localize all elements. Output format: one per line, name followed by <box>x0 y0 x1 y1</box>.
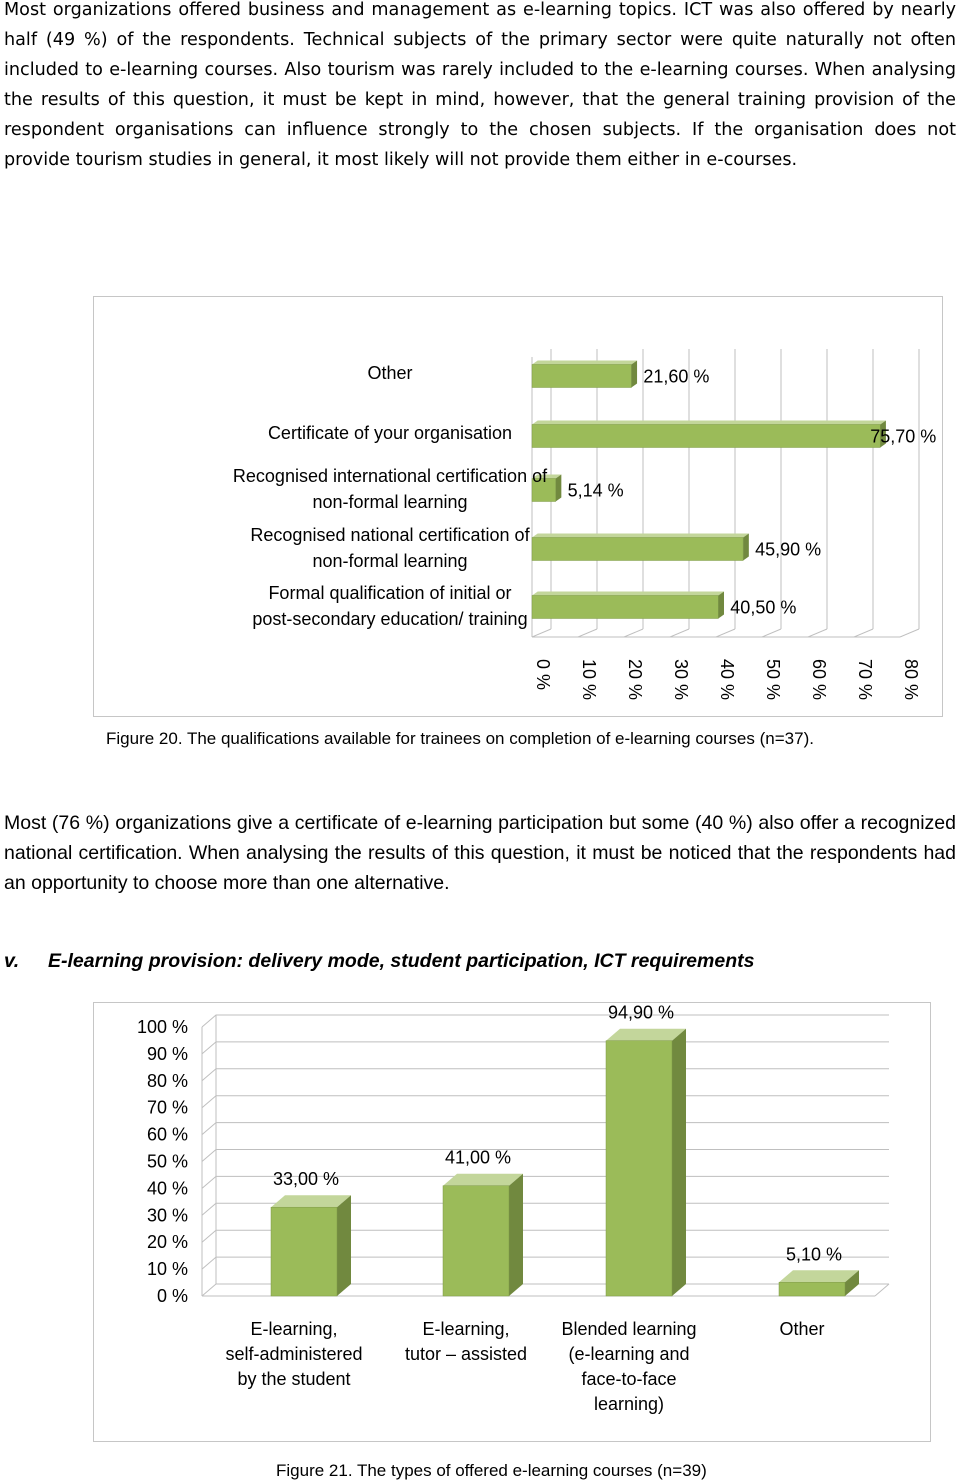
y-tick-label: 40 % <box>146 1178 188 1199</box>
bar-top <box>532 361 637 365</box>
data-label: 75,70 % <box>870 426 937 447</box>
category-label: E-learning, self-administered by the student <box>225 1319 363 1389</box>
floor-line <box>900 629 919 637</box>
floor-line <box>716 629 735 637</box>
bar <box>779 1282 845 1296</box>
grid-line <box>202 1123 889 1135</box>
category-label: Certificate of your organisation <box>267 423 513 443</box>
y-tick-label: 10 % <box>146 1259 188 1280</box>
x-tick-label: 60 % <box>809 659 829 701</box>
floor-line <box>532 629 551 637</box>
figure-20-caption: Figure 20. The qualifications available for trainees on completion of e-learning courses (n=37). <box>106 729 814 748</box>
figure-20-chart <box>93 296 943 717</box>
x-tick-label: 70 % <box>855 659 875 701</box>
figure-21-svg <box>94 1003 932 1443</box>
category-label: Recognised international certification of non-formal learning <box>232 466 548 512</box>
grid-line <box>202 1150 889 1162</box>
bar-side <box>337 1195 351 1296</box>
section-heading <box>4 950 754 973</box>
y-tick-label: 100 % <box>136 1017 188 1037</box>
category-label: Other <box>367 363 413 383</box>
paragraph-after-figure-20: Most (76 %) organizations give a certificate of e-learning participation but some (40 %) also offer a recognized national certification. When analysing the results of this question, it must be noticed that the respondents had an opportunity to choose more than one alternative. <box>4 812 956 894</box>
x-tick-label: 80 % <box>901 659 921 701</box>
bar-side <box>556 475 562 502</box>
bar <box>532 425 880 448</box>
category-label: Other <box>779 1319 825 1339</box>
y-tick-label: 80 % <box>146 1070 188 1091</box>
bar-side <box>718 592 724 619</box>
grid-line <box>202 1069 889 1081</box>
bar <box>606 1041 672 1296</box>
y-tick-label: 70 % <box>146 1097 188 1118</box>
bar <box>532 365 631 388</box>
floor-line <box>854 629 873 637</box>
bar <box>532 596 718 619</box>
x-tick-label: 50 % <box>763 659 783 701</box>
x-tick-label: 0 % <box>533 659 553 691</box>
bar <box>271 1207 337 1296</box>
y-tick-label: 30 % <box>146 1205 188 1226</box>
bar-top <box>532 534 749 538</box>
bar-top <box>779 1270 859 1282</box>
bar-side <box>631 361 637 388</box>
grid-line <box>202 1096 889 1108</box>
floor-line <box>624 629 643 637</box>
bar-side <box>509 1174 523 1296</box>
figure-20-svg <box>94 297 944 718</box>
data-label: 5,14 % <box>567 480 624 501</box>
figure-21-chart <box>93 1002 931 1442</box>
x-tick-label: 40 % <box>717 659 737 701</box>
data-label: 5,10 % <box>785 1244 843 1265</box>
y-tick-label: 90 % <box>146 1043 188 1064</box>
bar-top <box>271 1195 351 1207</box>
bar <box>532 538 743 561</box>
bar-top <box>443 1174 523 1186</box>
floor-line <box>578 629 597 637</box>
bar-top <box>532 592 724 596</box>
floor-right <box>875 1284 889 1296</box>
bar-top <box>606 1029 686 1041</box>
category-label: Blended learning (e-learning and face-to-face learning) <box>561 1319 697 1414</box>
data-label: 45,90 % <box>755 539 822 560</box>
bar-side <box>672 1029 686 1296</box>
floor-line <box>670 629 689 637</box>
y-tick-label: 50 % <box>146 1151 188 1172</box>
data-label: 41,00 % <box>444 1147 512 1168</box>
figure-21-caption: Figure 21. The types of offered e-learning courses (n=39) <box>276 1461 707 1480</box>
section-number: v. <box>4 950 20 972</box>
x-tick-label: 30 % <box>671 659 691 701</box>
data-label: 21,60 % <box>643 366 710 387</box>
category-label: Formal qualification of initial or post-secondary education/ training <box>252 583 528 629</box>
y-tick-label: 20 % <box>146 1232 188 1253</box>
bar-top <box>532 421 886 425</box>
y-tick-label: 60 % <box>146 1124 188 1145</box>
floor-line <box>808 629 827 637</box>
data-label: 33,00 % <box>272 1169 340 1190</box>
bar <box>443 1186 509 1296</box>
intro-paragraph: Most organizations offered business and management as e-learning topics. ICT was also offered by nearly half (49 %) of the respondents. Technical subjects of the primary sector were quite naturally not often included to e-learning courses. Also tourism was rarely included to the e-learning courses. When analysing the results of this question, it must be kept in mind, however, that the general training provision of the respondent organisations can influence strongly to the chosen subjects. If the organisation does not provide tourism studies in general, it most likely will not provide them either in e-courses. <box>4 0 956 170</box>
x-tick-label: 20 % <box>625 659 645 701</box>
data-label: 40,50 % <box>730 597 797 618</box>
floor-line <box>762 629 781 637</box>
category-label: E-learning, tutor – assisted <box>404 1319 528 1364</box>
category-label: Recognised national certification of non-formal learning <box>250 525 530 571</box>
x-tick-label: 10 % <box>579 659 599 701</box>
data-label: 94,90 % <box>607 1003 675 1023</box>
grid-line <box>202 1042 889 1054</box>
grid-line <box>202 1015 889 1027</box>
section-title: E-learning provision: delivery mode, student participation, ICT requirements <box>48 950 755 972</box>
bar-side <box>743 534 749 561</box>
y-tick-label: 0 % <box>156 1286 188 1306</box>
